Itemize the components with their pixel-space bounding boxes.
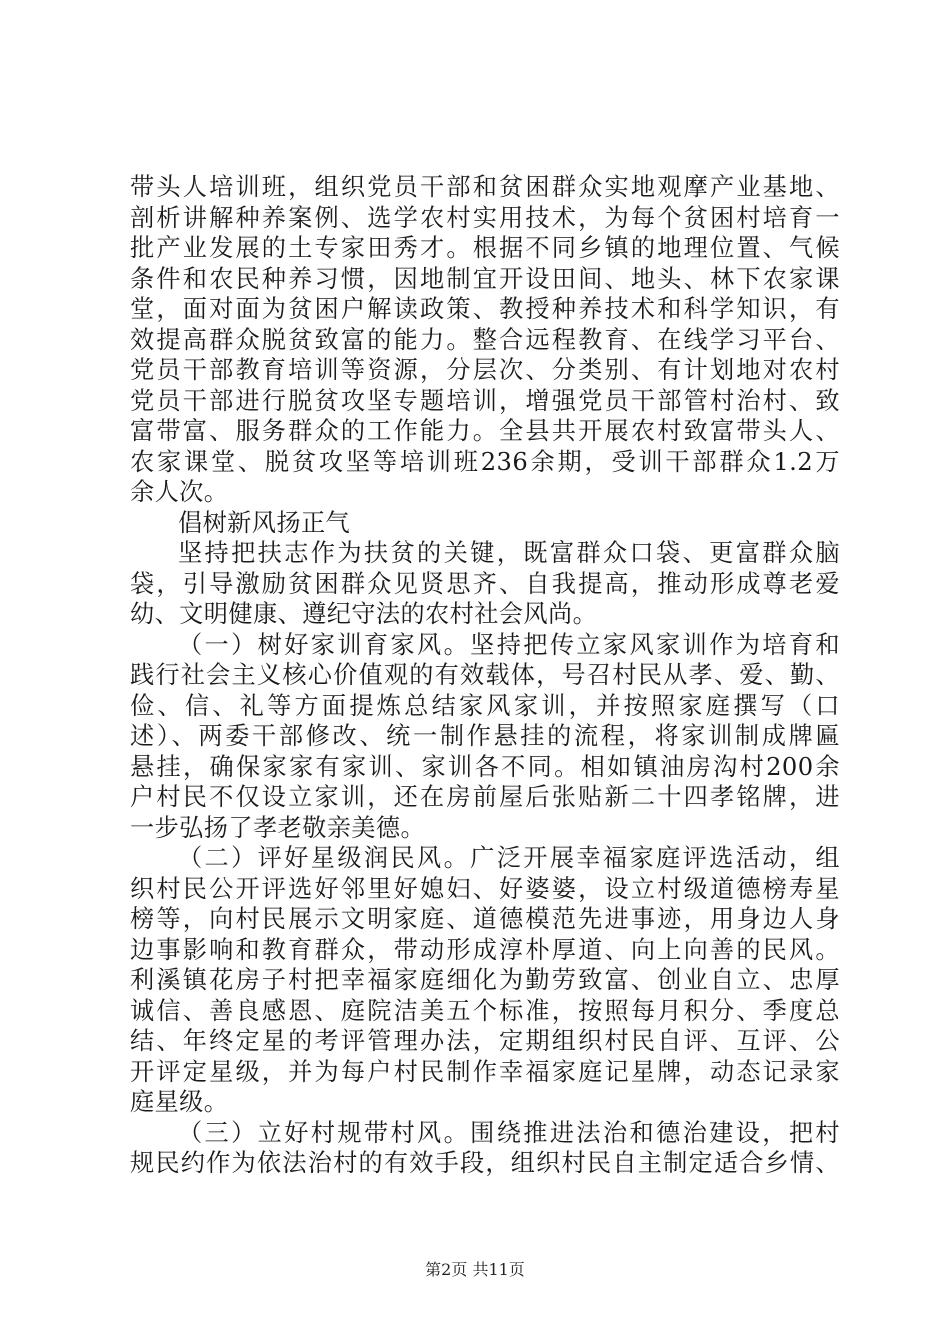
text-line: 悬挂，确保家家有家训、家训各不同。相如镇油房沟村200余 [130, 752, 840, 781]
text-line: 带头人培训班，组织党员干部和贫困群众实地观摩产业基地、 [130, 173, 840, 201]
text-line: 条件和农民种养习惯，因地制宜开设田间、地头、林下农家课 [130, 264, 840, 293]
text-line: 庭星级。 [130, 1088, 229, 1116]
text-line: 户村民不仅设立家训，还在房前屋后张贴新二十四孝铭牌，进 [130, 783, 840, 811]
text-line: 一步弘扬了孝老敬亲美德。 [130, 813, 426, 842]
text-line: 剖析讲解种养案例、选学农村实用技术，为每个贫困村培育一 [130, 203, 840, 232]
text-line: 袋，引导激励贫困群众见贤思齐、自我提高，推动形成尊老爱 [130, 569, 840, 598]
document-body [130, 172, 840, 1179]
text-line: 农家课堂、脱贫攻坚等培训班236余期，受训干部群众1.2万 [130, 447, 840, 476]
text-line: 述）、两委干部修改、统一制作悬挂的流程，将家训制成牌匾 [130, 722, 840, 750]
text-line: 开评定星级，并为每户村民制作幸福家庭记星牌，动态记录家 [130, 1057, 840, 1086]
text-line: 幼、文明健康、遵纪守法的农村社会风尚。 [130, 600, 598, 628]
text-line: 织村民公开评选好邻里好媳妇、好婆婆，设立村级道德榜寿星 [130, 874, 840, 903]
text-line: 结、年终定星的考评管理办法，定期组织村民自评、互评、公 [130, 1027, 840, 1055]
text-line: 榜等，向村民展示文明家庭、道德模范先进事迹，用身边人身 [130, 905, 840, 933]
text-line: 堂，面对面为贫困户解读政策、教授种养技术和科学知识，有 [130, 295, 840, 323]
text-line: 效提高群众脱贫致富的能力。整合远程教育、在线学习平台、 [130, 325, 840, 354]
page-number-label: 第2页 共11页 [425, 1260, 525, 1279]
text-line: 坚持把扶志作为扶贫的关键，既富群众口袋、更富群众脑 [178, 539, 840, 567]
subsection-line: （二）评好星级润民风。广泛开展幸福家庭评选活动，组 [178, 844, 840, 872]
text-line: 规民约作为依法治村的有效手段，组织村民自主制定适合乡情、 [130, 1149, 840, 1177]
subsection-line: （三）立好村规带村风。围绕推进法治和德治建设，把村 [178, 1118, 840, 1147]
section-heading: 倡树新风扬正气 [178, 508, 351, 537]
text-line: 诚信、善良感恩、庭院洁美五个标准，按照每月积分、季度总 [130, 996, 840, 1025]
text-line: 利溪镇花房子村把幸福家庭细化为勤劳致富、创业自立、忠厚 [130, 966, 840, 994]
text-line: 党员干部教育培训等资源，分层次、分类别、有计划地对农村 [130, 356, 840, 384]
text-line: 边事影响和教育群众，带动形成淳朴厚道、向上向善的民风。 [130, 935, 840, 964]
subsection-line: （一）树好家训育家风。坚持把传立家风家训作为培育和 [178, 630, 840, 659]
text-line: 践行社会主义核心价值观的有效载体，号召村民从孝、爱、勤、 [130, 661, 840, 689]
text-line: 俭、信、礼等方面提炼总结家风家训，并按照家庭撰写（口 [130, 691, 840, 720]
text-line: 富带富、服务群众的工作能力。全县共开展农村致富带头人、 [130, 417, 840, 445]
text-line: 党员干部进行脱贫攻坚专题培训，增强党员干部管村治村、致 [130, 386, 840, 415]
text-line: 余人次。 [130, 478, 229, 506]
page-footer [0, 1260, 950, 1280]
text-line: 批产业发展的土专家田秀才。根据不同乡镇的地理位置、气候 [130, 234, 840, 262]
